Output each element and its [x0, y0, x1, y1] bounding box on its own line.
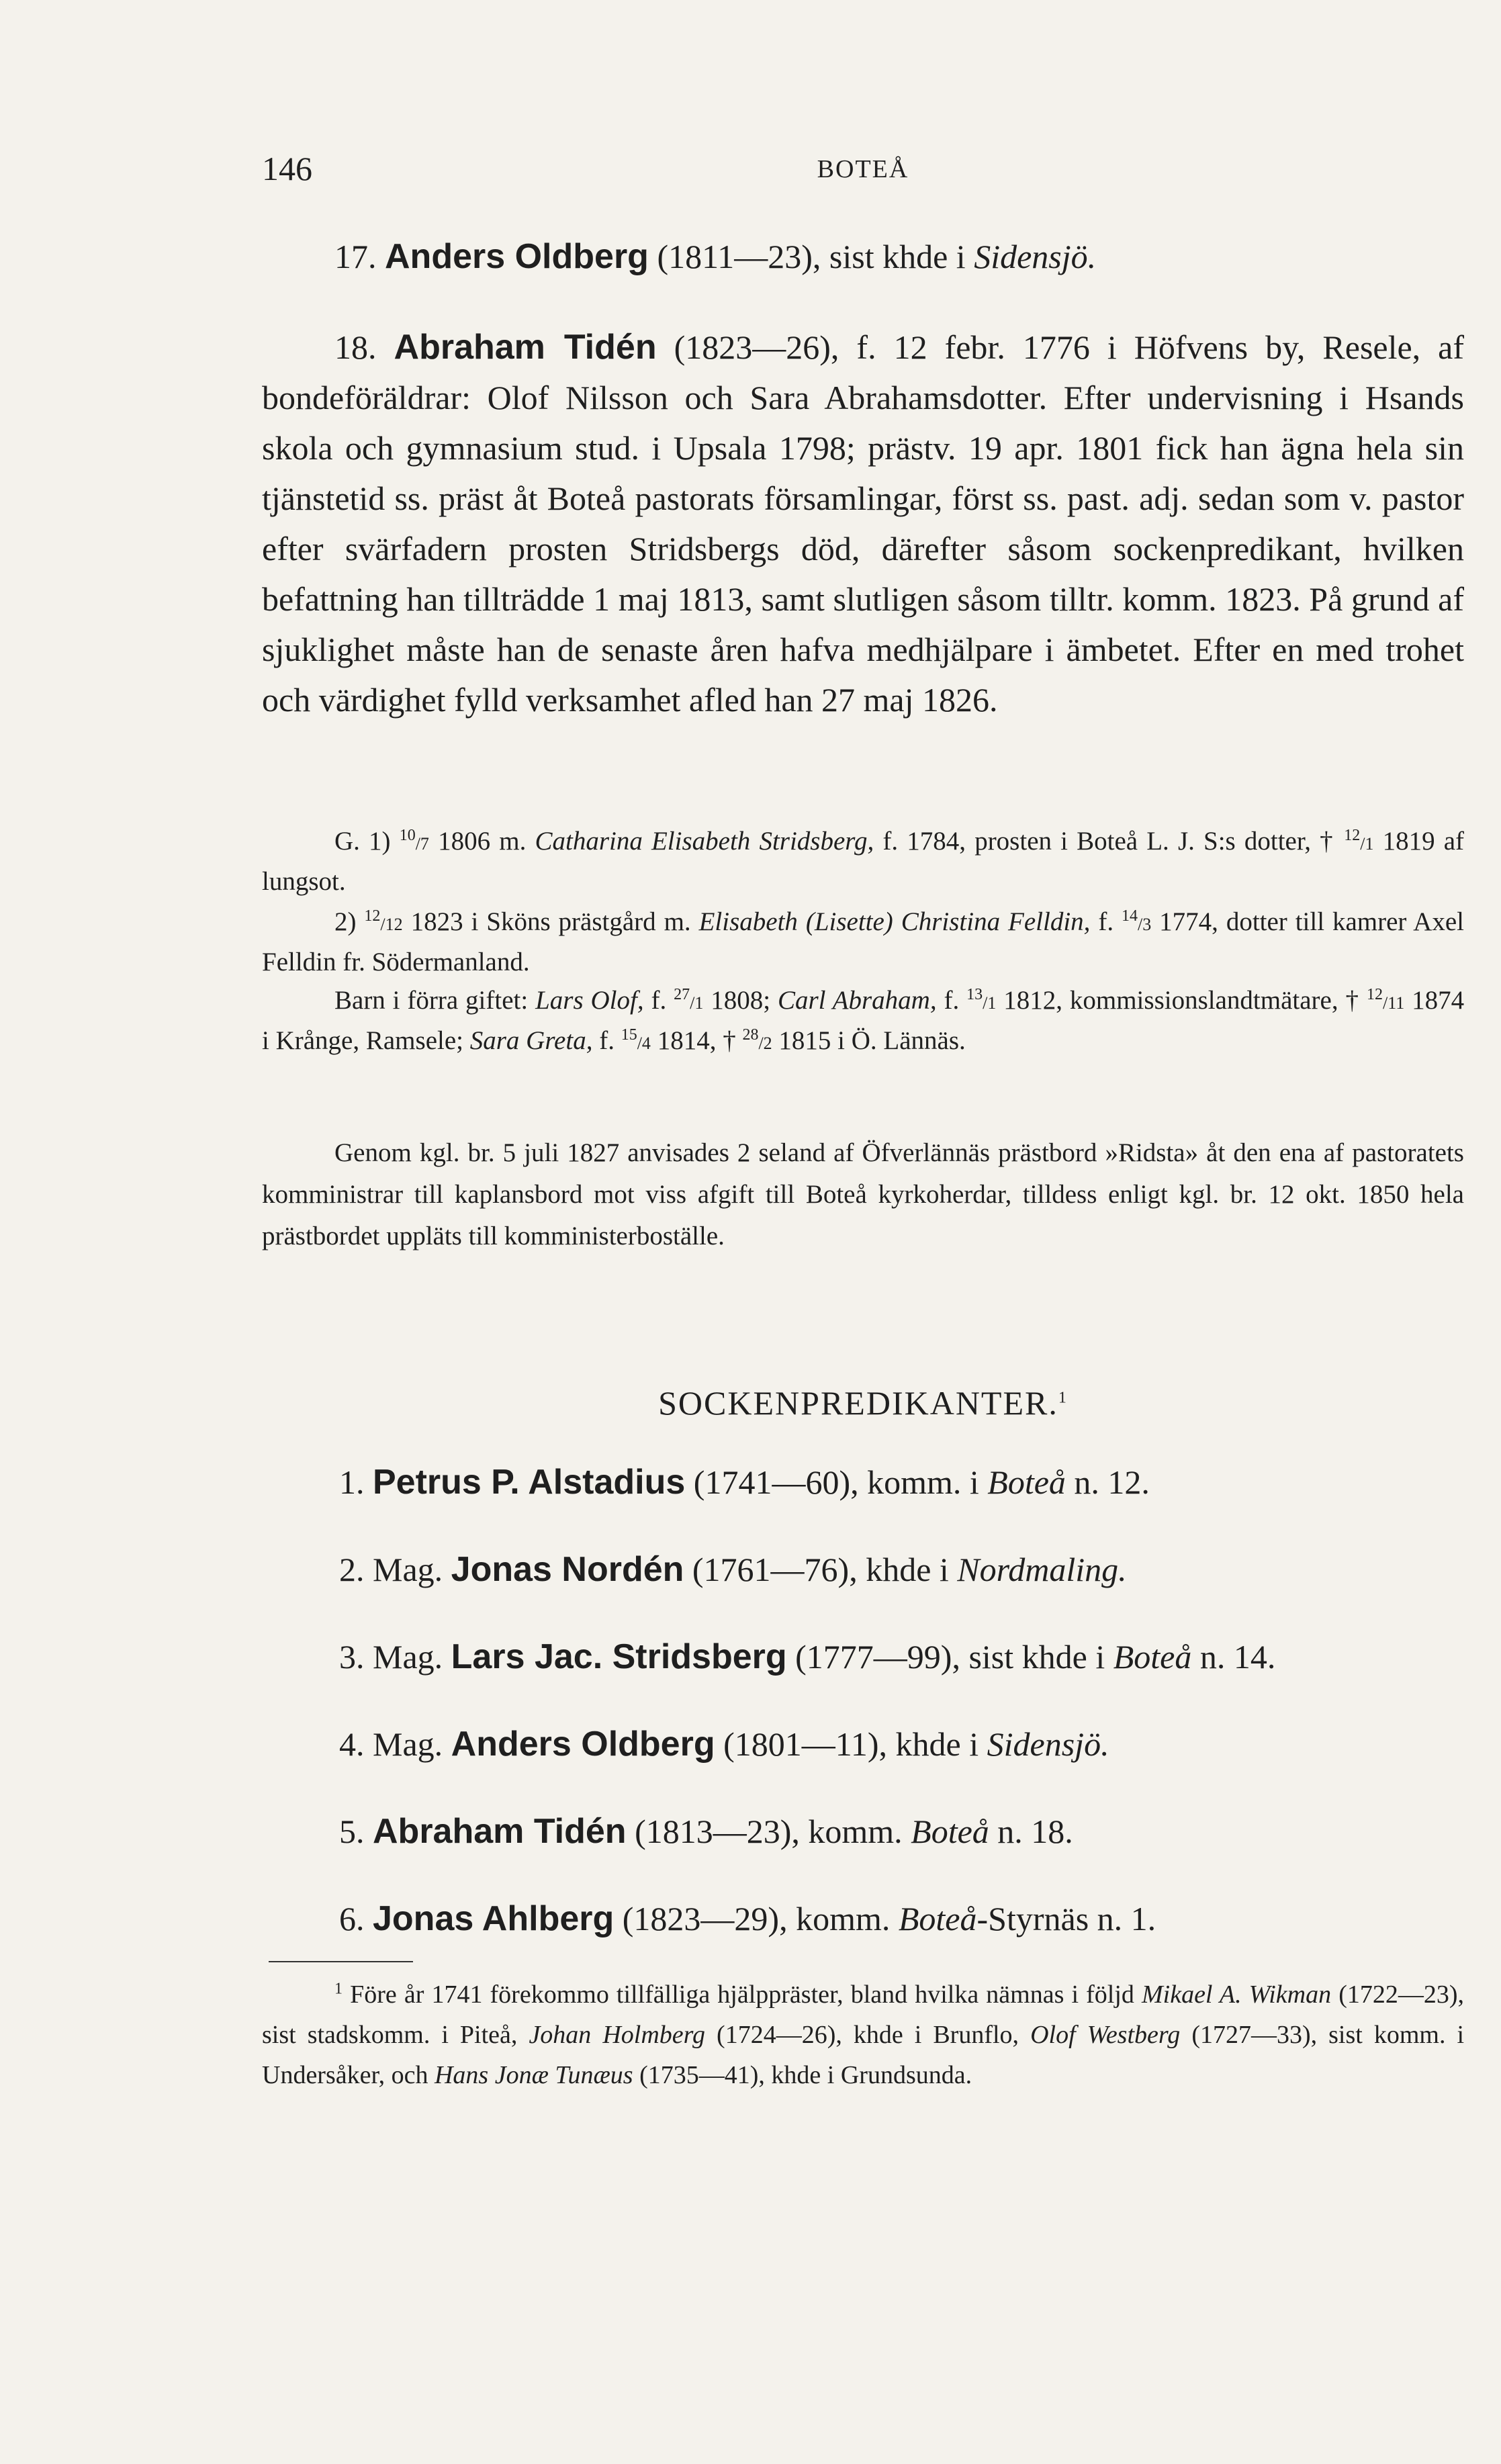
place-name: Sidensjö. — [987, 1725, 1109, 1763]
entry-18 — [262, 322, 1464, 725]
entry-number: 18. — [334, 328, 377, 366]
spouse-name: Catharina Elisabeth Stridsberg, — [535, 827, 874, 856]
entry-text: (1777—99), sist khde i — [795, 1638, 1105, 1676]
text: Före år 1741 förekommo tillfälliga hjälppräster, bland hvilka nämnas i följd — [350, 1980, 1134, 2009]
entry-text: (1813—23), komm. — [635, 1813, 903, 1850]
footnote-rule — [269, 1961, 413, 1962]
footnote — [262, 1974, 1464, 2095]
text: (1724—26), khde i Brunflo, — [717, 2021, 1019, 2049]
footnote-mark: 1 — [334, 1980, 343, 1998]
text: 13 — [966, 986, 983, 1003]
entry-tail: n. 18. — [997, 1813, 1073, 1850]
predikant-item — [339, 1457, 1464, 1508]
text: 28 — [742, 1026, 759, 1044]
person-name: Abraham Tidén — [394, 328, 657, 367]
person-name: Abraham Tidén — [373, 1812, 627, 1851]
text: 1819 af lungsot. — [262, 827, 1465, 896]
predikant-item — [339, 1719, 1464, 1770]
text: /7 — [415, 834, 429, 854]
text: /4 — [637, 1034, 651, 1053]
title-prefix: Mag. — [373, 1551, 443, 1588]
text: /2 — [758, 1034, 772, 1053]
entry-text: (1811—23), sist khde i — [657, 238, 966, 275]
entry-text: (1801—11), khde i — [723, 1725, 979, 1763]
predikant-item — [339, 1632, 1464, 1682]
entry-tail: n. 14. — [1199, 1638, 1276, 1676]
person-name: Petrus P. Alstadius — [373, 1463, 686, 1502]
entry-number: 4. — [339, 1725, 365, 1763]
text: 1774, dotter till kamrer Axel Felldin fr. Södermanland. — [262, 907, 1464, 976]
footnote-mark: 1 — [1058, 1389, 1068, 1407]
marriage-info-2 — [262, 903, 1464, 981]
text: 12 — [364, 907, 381, 925]
page-header — [262, 149, 1464, 196]
entry-number: 5. — [339, 1813, 365, 1850]
place-name: Boteå — [987, 1463, 1066, 1501]
running-head: BOTEÅ — [817, 155, 909, 183]
spouse-name: Elisabeth (Lisette) Christina Felldin, — [698, 907, 1091, 936]
entry-text: (1823—29), komm. — [622, 1900, 891, 1937]
child-name: Lars Olof, — [535, 986, 644, 1015]
person-name: Lars Jac. Stridsberg — [451, 1637, 787, 1676]
child-name: Carl Abraham, — [777, 986, 937, 1015]
predikant-item — [339, 1545, 1464, 1595]
marriage-info — [262, 823, 1464, 901]
text: (1735—41), khde i Grundsunda. — [639, 2061, 972, 2089]
text: 1815 i Ö. Lännäs. — [778, 1026, 966, 1055]
place-name: Boteå — [911, 1813, 989, 1850]
entry-number: 6. — [339, 1900, 365, 1937]
text: 12 — [1344, 827, 1361, 844]
text: (1722—23), sist stadskomm. i Piteå, — [262, 1980, 1465, 2049]
text: /1 — [983, 993, 997, 1013]
text: /3 — [1138, 915, 1152, 934]
text: 1812, kommissionslandtmätare, † — [1003, 986, 1360, 1015]
entry-number: 1. — [339, 1463, 365, 1501]
children-info — [262, 982, 1464, 1062]
predikant-item — [339, 1894, 1464, 1944]
entry-text: (1761—76), khde i — [692, 1551, 949, 1588]
text: f. — [599, 1026, 615, 1055]
entry-text: (1741—60), komm. i — [693, 1463, 979, 1501]
person-name: Anders Oldberg — [451, 1725, 715, 1764]
entry-number: 2. — [339, 1551, 365, 1588]
text: f. — [944, 986, 960, 1015]
page-number: 146 — [262, 150, 312, 187]
child-name: Sara Greta, — [469, 1026, 593, 1055]
entry-number: 17. — [334, 238, 377, 275]
text: 10 — [399, 827, 416, 844]
text: 14 — [1122, 907, 1138, 925]
text: /11 — [1382, 993, 1405, 1013]
title-prefix: Mag. — [373, 1638, 443, 1676]
text: 1806 m. — [438, 827, 527, 856]
text: /1 — [690, 993, 704, 1013]
text: 27 — [674, 986, 690, 1003]
place-name: Nordmaling. — [957, 1551, 1127, 1588]
entry-tail: n. 12. — [1074, 1463, 1150, 1501]
text: 12 — [1366, 986, 1383, 1003]
place-name: Sidensjö. — [974, 238, 1097, 275]
entry-text: (1823—26), f. 12 febr. 1776 i Höfvens by, Resele, af bondeföräldrar: Olof Nilsson och Sara Abrahamsdotter. Efter undervisning i Hsands skola och gymnasium stud. i Upsala 1798; prästv. 19 apr. 1801 fick han ägna hela sin tjänstetid ss. präst åt Boteå pastorats församlingar, först ss. past. adj. sedan som v. pastor efter svärfadern prosten Stridsbergs död, därefter såsom sockenpredikant, hvilken befattning han tillträdde 1 maj 1813, samt slutligen såsom tilltr. komm. 1823. På grund af sjuklighet måste han de senaste åren hafva medhjälpare i ämbetet. Efter en med trohet och värdighet fylld verksamhet afled han 27 maj 1826. — [262, 328, 1465, 719]
text: 1823 i Sköns prästgård m. — [410, 907, 691, 936]
text: /12 — [380, 915, 403, 934]
text: Barn i förra giftet: — [334, 986, 529, 1015]
place-name: Boteå — [1113, 1638, 1192, 1676]
section-title: SOCKENPREDIKANTER. — [658, 1384, 1058, 1422]
genom-paragraph: Genom kgl. br. 5 juli 1827 anvisades 2 seland af Öfverlännäs prästbord »Ridsta» åt den ena af pastoratets komministrar till kaplansbord mot viss afgift till Boteå kyrkoherdar, tilldess enligt kgl. br. 12 okt. 1850 hela prästbordet uppläts till komministerboställe. — [262, 1138, 1464, 1250]
title-prefix: Mag. — [373, 1725, 443, 1763]
person-name: Jonas Ahlberg — [373, 1899, 615, 1938]
text: 1874 i Krånge, Ramsele; — [262, 986, 1465, 1055]
text: f. — [651, 986, 667, 1015]
person-name: Jonas Nordén — [451, 1550, 684, 1589]
entry-17 — [262, 232, 1464, 282]
text: 2) — [334, 907, 357, 936]
entry-tail: -Styrnäs n. 1. — [976, 1900, 1156, 1937]
text: 15 — [621, 1026, 637, 1044]
text: 1808; — [711, 986, 771, 1015]
text: f. 1784, prosten i Boteå L. J. S:s dotter, † — [882, 827, 1336, 856]
entry-number: 3. — [339, 1638, 365, 1676]
predikant-item — [339, 1807, 1464, 1857]
text: G. 1) — [334, 827, 391, 856]
person-name: Mikael A. Wikman — [1141, 1980, 1332, 2009]
section-heading — [262, 1383, 1464, 1422]
person-name: Hans Jonæ Tunæus — [434, 2061, 633, 2089]
text: (1727—33), sist komm. i Undersåker, och — [262, 2021, 1465, 2089]
person-name: Anders Oldberg — [385, 237, 649, 276]
person-name: Johan Holmberg — [529, 2021, 706, 2049]
place-name: Boteå — [898, 1900, 977, 1937]
text: f. — [1098, 907, 1114, 936]
text: /1 — [1360, 834, 1374, 854]
person-name: Olof Westberg — [1030, 2021, 1181, 2049]
text: 1814, † — [657, 1026, 736, 1055]
